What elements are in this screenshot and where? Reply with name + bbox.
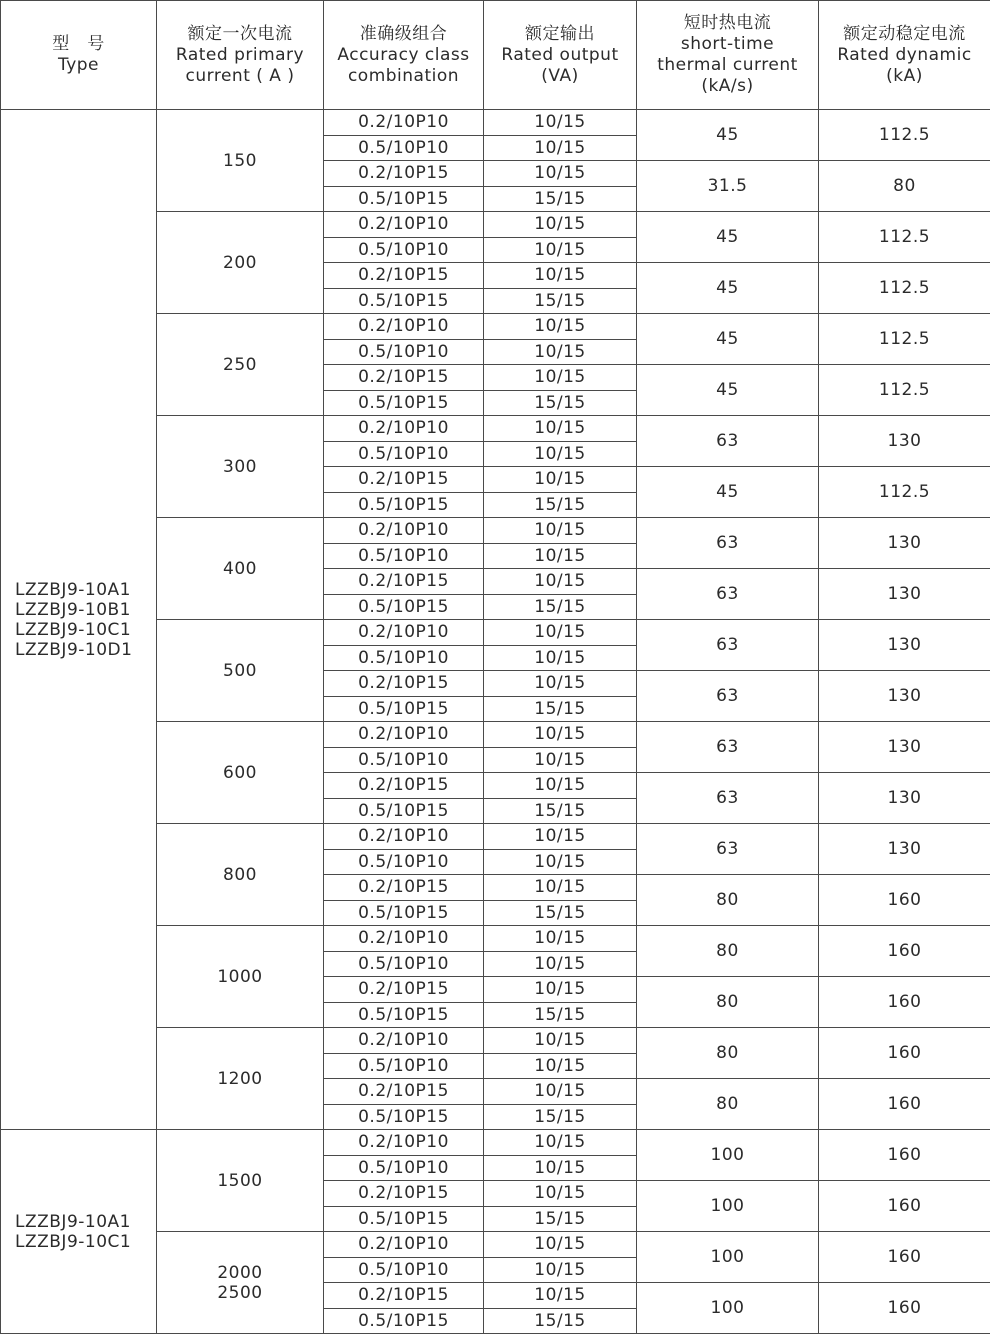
- thermal-cell: 45: [637, 110, 819, 161]
- thermal-cell: 63: [637, 773, 819, 824]
- thermal-cell: 100: [637, 1283, 819, 1334]
- accuracy-cell: 0.5/10P15: [324, 696, 484, 722]
- output-cell: 10/15: [484, 441, 637, 467]
- current-cell: 300: [157, 416, 324, 518]
- accuracy-cell: 0.2/10P10: [324, 926, 484, 952]
- dynamic-cell: 112.5: [819, 263, 990, 314]
- header-type-cn: 型 号: [52, 34, 105, 54]
- output-cell: 10/15: [484, 849, 637, 875]
- output-cell: 10/15: [484, 237, 637, 263]
- accuracy-cell: 0.5/10P15: [324, 390, 484, 416]
- thermal-cell: 80: [637, 1028, 819, 1079]
- dynamic-cell: 130: [819, 773, 990, 824]
- current-cell: 250: [157, 314, 324, 416]
- dynamic-cell: 112.5: [819, 110, 990, 161]
- output-cell: 15/15: [484, 1002, 637, 1028]
- dynamic-cell: 130: [819, 722, 990, 773]
- output-cell: 10/15: [484, 1283, 637, 1309]
- output-cell: 10/15: [484, 1257, 637, 1283]
- output-cell: 10/15: [484, 314, 637, 340]
- accuracy-cell: 0.5/10P10: [324, 747, 484, 773]
- output-cell: 10/15: [484, 875, 637, 901]
- thermal-cell: 45: [637, 263, 819, 314]
- accuracy-cell: 0.2/10P15: [324, 263, 484, 289]
- header-type: [1, 1, 157, 110]
- dynamic-cell: 130: [819, 416, 990, 467]
- accuracy-cell: 0.5/10P10: [324, 1257, 484, 1283]
- dynamic-cell: 130: [819, 569, 990, 620]
- accuracy-cell: 0.2/10P15: [324, 1079, 484, 1105]
- thermal-cell: 80: [637, 926, 819, 977]
- dynamic-cell: 130: [819, 671, 990, 722]
- header-rated-output: [484, 1, 637, 110]
- accuracy-cell: 0.5/10P15: [324, 1308, 484, 1334]
- header-rated-primary-current: [157, 1, 324, 110]
- accuracy-cell: 0.2/10P15: [324, 1181, 484, 1207]
- output-cell: 10/15: [484, 1028, 637, 1054]
- dynamic-cell: 112.5: [819, 467, 990, 518]
- accuracy-cell: 0.5/10P15: [324, 186, 484, 212]
- output-cell: 10/15: [484, 518, 637, 544]
- accuracy-cell: 0.5/10P10: [324, 339, 484, 365]
- output-cell: 10/15: [484, 1079, 637, 1105]
- output-cell: 10/15: [484, 645, 637, 671]
- header-output-cn: 额定输出: [525, 23, 595, 44]
- thermal-cell: 63: [637, 416, 819, 467]
- accuracy-cell: 0.5/10P15: [324, 798, 484, 824]
- header-current-cn: 额定一次电流: [187, 23, 293, 44]
- accuracy-cell: 0.5/10P15: [324, 1002, 484, 1028]
- dynamic-cell: 112.5: [819, 314, 990, 365]
- type-cell: LZZBJ9-10A1 LZZBJ9-10B1 LZZBJ9-10C1 LZZBJ9-10D1: [1, 110, 157, 1130]
- accuracy-cell: 0.5/10P15: [324, 288, 484, 314]
- thermal-cell: 63: [637, 569, 819, 620]
- output-cell: 10/15: [484, 263, 637, 289]
- header-accuracy-cn: 准确级组合: [359, 23, 448, 44]
- output-cell: 10/15: [484, 543, 637, 569]
- accuracy-cell: 0.2/10P10: [324, 620, 484, 646]
- thermal-cell: 63: [637, 824, 819, 875]
- output-cell: 10/15: [484, 722, 637, 748]
- thermal-cell: 45: [637, 212, 819, 263]
- dynamic-cell: 160: [819, 1079, 990, 1130]
- accuracy-cell: 0.2/10P15: [324, 875, 484, 901]
- header-short-time-thermal: [637, 1, 819, 110]
- accuracy-cell: 0.2/10P10: [324, 212, 484, 238]
- output-cell: 10/15: [484, 1130, 637, 1156]
- thermal-cell: 45: [637, 365, 819, 416]
- accuracy-cell: 0.2/10P10: [324, 1130, 484, 1156]
- output-cell: 15/15: [484, 798, 637, 824]
- output-cell: 15/15: [484, 900, 637, 926]
- thermal-cell: 63: [637, 620, 819, 671]
- accuracy-cell: 0.2/10P10: [324, 1232, 484, 1258]
- current-cell: 1500: [157, 1130, 324, 1232]
- current-cell: 1000: [157, 926, 324, 1028]
- output-cell: 15/15: [484, 390, 637, 416]
- dynamic-cell: 160: [819, 875, 990, 926]
- output-cell: 15/15: [484, 186, 637, 212]
- accuracy-cell: 0.5/10P10: [324, 237, 484, 263]
- output-cell: 10/15: [484, 1053, 637, 1079]
- dynamic-cell: 160: [819, 1130, 990, 1181]
- output-cell: 10/15: [484, 339, 637, 365]
- output-cell: 10/15: [484, 1232, 637, 1258]
- header-output-en: Rated output (VA): [501, 44, 619, 86]
- output-cell: 15/15: [484, 594, 637, 620]
- output-cell: 10/15: [484, 416, 637, 442]
- accuracy-cell: 0.5/10P15: [324, 1104, 484, 1130]
- accuracy-cell: 0.2/10P15: [324, 161, 484, 187]
- current-cell: 800: [157, 824, 324, 926]
- accuracy-cell: 0.2/10P15: [324, 569, 484, 595]
- output-cell: 10/15: [484, 824, 637, 850]
- output-cell: 10/15: [484, 773, 637, 799]
- accuracy-cell: 0.2/10P10: [324, 518, 484, 544]
- dynamic-cell: 112.5: [819, 212, 990, 263]
- accuracy-cell: 0.2/10P15: [324, 1283, 484, 1309]
- dynamic-cell: 160: [819, 1232, 990, 1283]
- accuracy-cell: 0.5/10P10: [324, 645, 484, 671]
- output-cell: 15/15: [484, 696, 637, 722]
- header-accuracy-en: Accuracy class combination: [337, 44, 470, 86]
- accuracy-cell: 0.2/10P10: [324, 314, 484, 340]
- dynamic-cell: 130: [819, 518, 990, 569]
- thermal-cell: 80: [637, 977, 819, 1028]
- dynamic-cell: 160: [819, 1181, 990, 1232]
- output-cell: 10/15: [484, 1155, 637, 1181]
- dynamic-cell: 160: [819, 1028, 990, 1079]
- output-cell: 15/15: [484, 1206, 637, 1232]
- accuracy-cell: 0.2/10P15: [324, 977, 484, 1003]
- accuracy-cell: 0.5/10P15: [324, 594, 484, 620]
- output-cell: 10/15: [484, 671, 637, 697]
- output-cell: 10/15: [484, 747, 637, 773]
- current-cell: 2000 2500: [157, 1232, 324, 1334]
- dynamic-cell: 160: [819, 926, 990, 977]
- thermal-cell: 100: [637, 1130, 819, 1181]
- output-cell: 10/15: [484, 977, 637, 1003]
- output-cell: 10/15: [484, 951, 637, 977]
- header-thermal-en: short-time thermal current (kA/s): [657, 34, 798, 96]
- thermal-cell: 80: [637, 1079, 819, 1130]
- accuracy-cell: 0.2/10P10: [324, 824, 484, 850]
- table-row: [1, 1130, 990, 1156]
- accuracy-cell: 0.2/10P10: [324, 722, 484, 748]
- output-cell: 10/15: [484, 620, 637, 646]
- dynamic-cell: 160: [819, 1283, 990, 1334]
- accuracy-cell: 0.5/10P10: [324, 951, 484, 977]
- thermal-cell: 100: [637, 1181, 819, 1232]
- accuracy-cell: 0.5/10P10: [324, 849, 484, 875]
- accuracy-cell: 0.2/10P10: [324, 1028, 484, 1054]
- dynamic-cell: 130: [819, 620, 990, 671]
- accuracy-cell: 0.5/10P10: [324, 1053, 484, 1079]
- dynamic-cell: 160: [819, 977, 990, 1028]
- accuracy-cell: 0.2/10P15: [324, 773, 484, 799]
- current-cell: 150: [157, 110, 324, 212]
- dynamic-cell: 112.5: [819, 365, 990, 416]
- accuracy-cell: 0.2/10P15: [324, 365, 484, 391]
- output-cell: 10/15: [484, 926, 637, 952]
- accuracy-cell: 0.5/10P10: [324, 135, 484, 161]
- accuracy-cell: 0.2/10P10: [324, 110, 484, 136]
- accuracy-cell: 0.5/10P15: [324, 492, 484, 518]
- header-current-en: Rated primary current ( A ): [175, 44, 305, 86]
- output-cell: 15/15: [484, 288, 637, 314]
- thermal-cell: 63: [637, 671, 819, 722]
- dynamic-cell: 130: [819, 824, 990, 875]
- output-cell: 15/15: [484, 1308, 637, 1334]
- header-type-en: Type: [57, 55, 100, 75]
- current-cell: 1200: [157, 1028, 324, 1130]
- header-dynamic-en: Rated dynamic (kA): [837, 44, 972, 86]
- spec-body: [1, 110, 990, 1334]
- output-cell: 10/15: [484, 569, 637, 595]
- current-cell: 500: [157, 620, 324, 722]
- output-cell: 10/15: [484, 212, 637, 238]
- thermal-cell: 31.5: [637, 161, 819, 212]
- thermal-cell: 45: [637, 314, 819, 365]
- output-cell: 10/15: [484, 110, 637, 136]
- output-cell: 15/15: [484, 1104, 637, 1130]
- current-cell: 600: [157, 722, 324, 824]
- table-row: [1, 110, 990, 136]
- accuracy-cell: 0.5/10P15: [324, 1206, 484, 1232]
- output-cell: 10/15: [484, 467, 637, 493]
- output-cell: 10/15: [484, 135, 637, 161]
- accuracy-cell: 0.2/10P10: [324, 416, 484, 442]
- thermal-cell: 45: [637, 467, 819, 518]
- output-cell: 15/15: [484, 492, 637, 518]
- header-row: [1, 1, 990, 110]
- thermal-cell: 100: [637, 1232, 819, 1283]
- accuracy-cell: 0.5/10P10: [324, 441, 484, 467]
- accuracy-cell: 0.2/10P15: [324, 467, 484, 493]
- output-cell: 10/15: [484, 1181, 637, 1207]
- thermal-cell: 63: [637, 518, 819, 569]
- accuracy-cell: 0.5/10P10: [324, 1155, 484, 1181]
- accuracy-cell: 0.5/10P15: [324, 900, 484, 926]
- dynamic-cell: 80: [819, 161, 990, 212]
- output-cell: 10/15: [484, 365, 637, 391]
- thermal-cell: 63: [637, 722, 819, 773]
- type-cell: LZZBJ9-10A1 LZZBJ9-10C1: [1, 1130, 157, 1334]
- thermal-cell: 80: [637, 875, 819, 926]
- header-rated-dynamic: [819, 1, 990, 110]
- header-thermal-cn: 短时热电流: [683, 13, 772, 33]
- current-cell: 200: [157, 212, 324, 314]
- header-accuracy-class: [324, 1, 484, 110]
- accuracy-cell: 0.5/10P10: [324, 543, 484, 569]
- accuracy-cell: 0.2/10P15: [324, 671, 484, 697]
- header-dynamic-cn: 额定动稳定电流: [843, 23, 966, 44]
- output-cell: 10/15: [484, 161, 637, 187]
- current-cell: 400: [157, 518, 324, 620]
